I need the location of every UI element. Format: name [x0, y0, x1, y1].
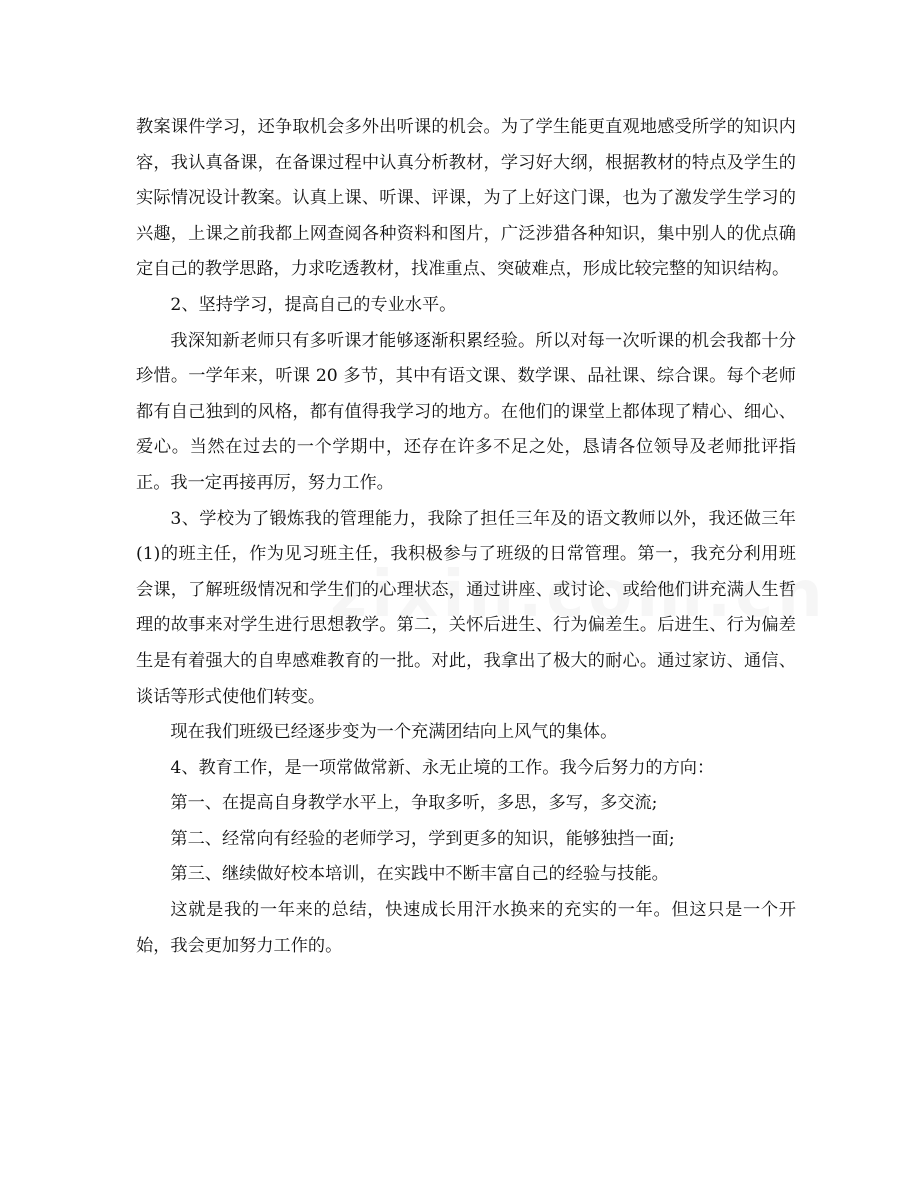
- paragraph-8: 第二、经常向有经验的老师学习，学到更多的知识，能够独挡一面;: [170, 828, 675, 849]
- paragraph-4: 3、学校为了锻炼我的管理能力，我除了担任三年及的语文教师以外，我还做三年(1)的班主任，作为见习班主任，我积极参与了班级的日常管理。第一，我充分利用班会课，了解班级情况和学生们的心理状态，通过讲座、或讨论、或给他们讲充满人生哲理的故事来对学生进行思想教学。第二，关怀后进生、行为偏差生。后进生、行为偏差生是有着强大的自卑感难教育的一批。对此，我拿出了极大的耐心。通过家访、通信、谈话等形式使他们转变。: [136, 508, 796, 707]
- paragraph-9: 第三、继续做好校本培训，在实践中不断丰富自己的经验与技能。: [170, 864, 669, 885]
- paragraph-7: 第一、在提高自身教学水平上，争取多听，多思，多写，多交流;: [170, 793, 658, 814]
- paragraph-1: 教案课件学习，还争取机会多外出听课的机会。为了学生能更直观地感受所学的知识内容，我认真备课，在备课过程中认真分析教材，学习好大纲，根据教材的特点及学生的实际情况设计教案。认真上课、听课、评课，为了上好这门课，也为了激发学生学习的兴趣，上课之前我都上网查阅各种资料和图片，广泛涉猎各种知识，集中别人的优点确定自己的教学思路，力求吃透教材，找准重点、突破难点，形成比较完整的知识结构。: [136, 117, 796, 280]
- document-body: [136, 110, 796, 964]
- paragraph-10: 这就是我的一年来的总结，快速成长用汗水换来的充实的一年。但这只是一个开始，我会更加努力工作的。: [136, 900, 796, 956]
- paragraph-5: 现在我们班级已经逐步变为一个充满团结向上风气的集体。: [170, 722, 618, 743]
- paragraph-6: 4、教育工作，是一项常做常新、永无止境的工作。我今后努力的方向：: [170, 757, 715, 778]
- paragraph-3: 我深知新老师只有多听课才能够逐渐积累经验。所以对每一次听课的机会我都十分珍惜。一学年来，听课 20 多节，其中有语文课、数学课、品社课、综合课。每个老师都有自己独到的风格，都有值得我学习的地方。在他们的课堂上都体现了精心、细心、爱心。当然在过去的一个学期中，还存在许多不足之处，恳请各位领导及老师批评指正。我一定再接再厉，努力工作。: [136, 330, 796, 493]
- paragraph-2: 2、坚持学习，提高自己的专业水平。: [170, 294, 457, 315]
